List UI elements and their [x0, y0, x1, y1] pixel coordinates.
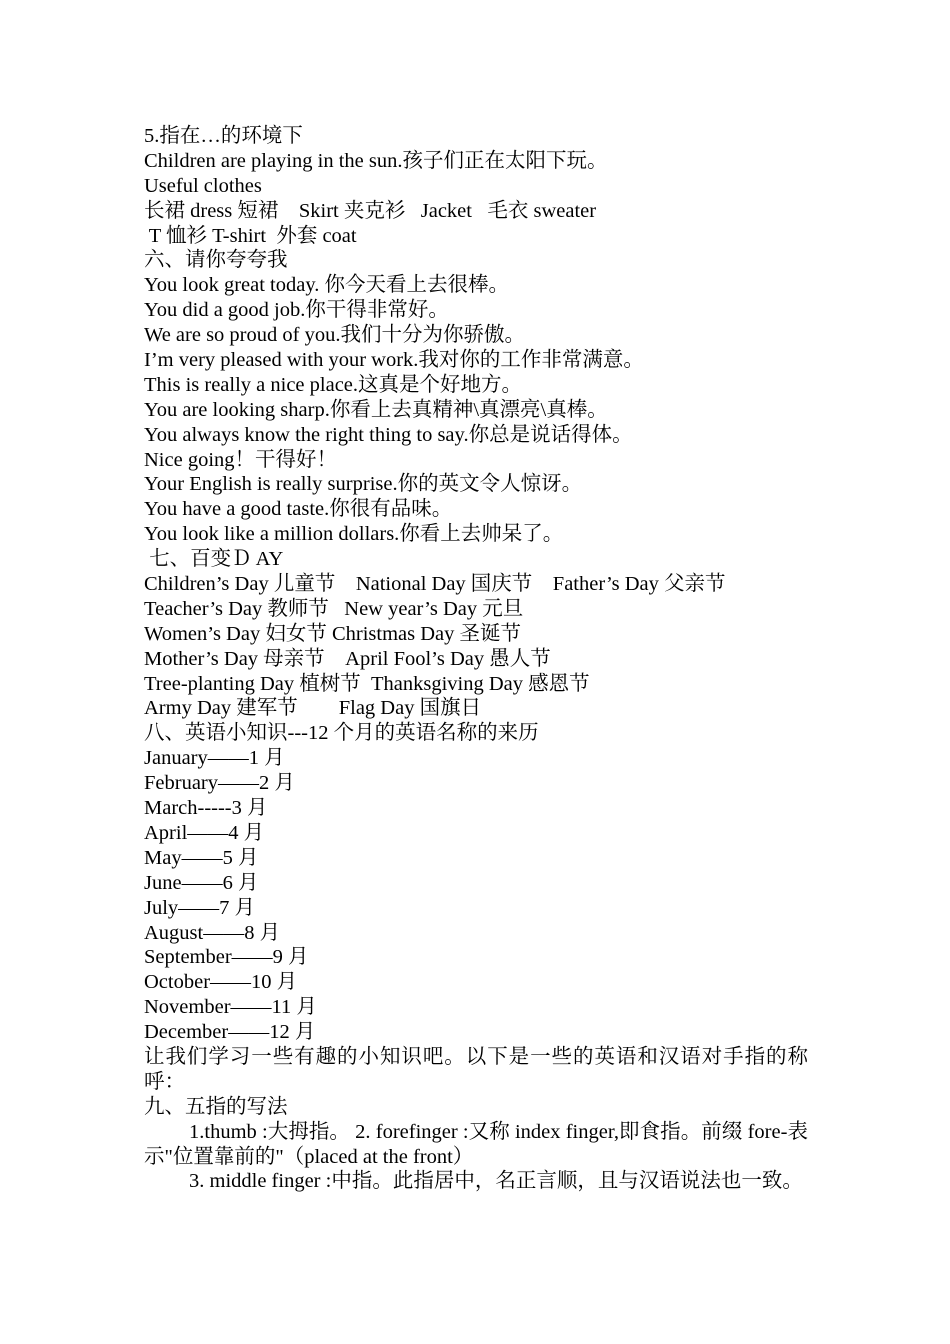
days-heading: 七、百变Ｄ AY [144, 548, 284, 571]
months-heading: 八、英语小知识---12 个月的英语名称的来历 [144, 722, 539, 745]
praise-item: You did a good job.你干得非常好。 [144, 299, 449, 322]
praise-item: You always know the right thing to say.你总是说话得体。 [144, 423, 633, 446]
praise-heading: 六、请你夸夸我 [144, 249, 288, 272]
month-item: August——8 月 [144, 921, 281, 944]
praise-item: I’m very pleased with your work.我对你的工作非常满意。 [144, 349, 644, 372]
praise-item: You are looking sharp.你看上去真精神\真漂亮\真棒。 [144, 398, 608, 421]
praise-item: Your English is really surprise.你的英文令人惊讶。 [144, 473, 583, 496]
days-item: Mother’s Day 母亲节 April Fool’s Day 愚人节 [144, 647, 551, 670]
fingers-heading: 九、五指的写法 [144, 1095, 288, 1118]
month-item: October——10 月 [144, 971, 298, 994]
month-item: February——2 月 [144, 772, 295, 795]
praise-item: We are so proud of you.我们十分为你骄傲。 [144, 324, 525, 347]
section-5-example: Children are playing in the sun.孩子们正在太阳下玩。 [144, 149, 608, 172]
month-item: March-----3 月 [144, 797, 268, 820]
days-item: Women’s Day 妇女节 Christmas Day 圣诞节 [144, 622, 521, 645]
document-body [144, 124, 808, 1194]
month-item: December——12 月 [144, 1021, 316, 1044]
days-item: Tree-planting Day 植树节 Thanksgiving Day 感恩节 [144, 672, 590, 695]
fingers-paragraph-2: 3. middle finger :中指。此指居中，名正言顺，且与汉语说法也一致。 [189, 1170, 803, 1193]
month-item: June——6 月 [144, 871, 259, 894]
month-item: July——7 月 [144, 896, 256, 919]
praise-item: You look like a million dollars.你看上去帅呆了。 [144, 523, 564, 546]
clothes-line-2: T 恤衫 T-shirt 外套 coat [144, 224, 357, 247]
praise-item: You have a good taste.你很有品味。 [144, 498, 453, 521]
days-item: Army Day 建军节 Flag Day 国旗日 [144, 697, 482, 720]
praise-item: Nice going！干得好！ [144, 448, 338, 471]
section-5-heading: 5.指在…的环境下 [144, 125, 303, 147]
month-item: April——4 月 [144, 821, 265, 844]
month-item: September——9 月 [144, 946, 309, 969]
praise-item: You look great today. 你今天看上去很棒。 [144, 274, 510, 297]
days-item: Teacher’s Day 教师节 New year’s Day 元旦 [144, 597, 524, 620]
month-item: January——1 月 [144, 747, 285, 770]
month-item: November——11 月 [144, 996, 317, 1019]
praise-item: This is really a nice place.这真是个好地方。 [144, 373, 523, 396]
month-item: May——5 月 [144, 846, 259, 869]
days-item: Children’s Day 儿童节 National Day 国庆节 Father’s Day 父亲节 [144, 573, 726, 596]
fingers-intro: 让我们学习一些有趣的小知识吧。以下是一些的英语和汉语对手指的称呼： [144, 1045, 808, 1093]
clothes-title: Useful clothes [144, 174, 262, 197]
clothes-line-1: 长裙 dress 短裙 Skirt 夹克衫 Jacket 毛衣 sweater [144, 199, 597, 222]
fingers-paragraph-1: 1.thumb :大拇指。 2. forefinger :又称 index finger,即食指。前缀 fore-表示"位置靠前的"（placed at the front） [144, 1120, 808, 1168]
